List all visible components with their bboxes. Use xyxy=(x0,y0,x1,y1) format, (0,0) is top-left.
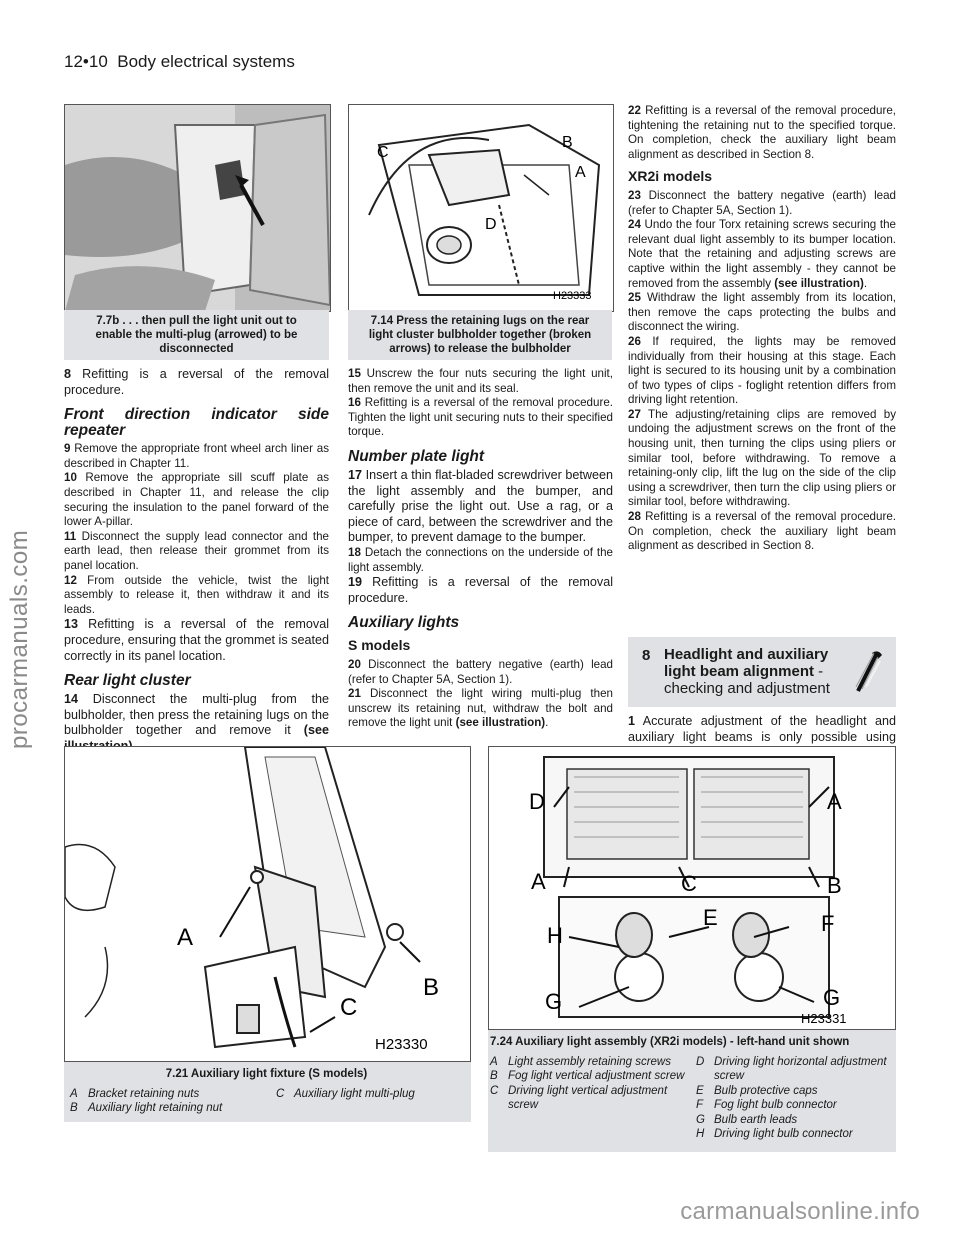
figure-7-24-label-b: B xyxy=(827,873,842,898)
legend-item: E Bulb protective caps xyxy=(696,1084,818,1097)
figure-7-24-label-e: E xyxy=(703,905,718,930)
para-14: 14 Disconnect the multi-plug from the bulbholder, then press the retaining lugs on the bulbholder together and remove it (see xyxy=(64,692,329,738)
para-8: 8 Refitting is a reversal of the removal procedure. xyxy=(64,367,329,397)
legend-item: A Light assembly retaining screws xyxy=(490,1056,671,1068)
chapter-title: Body electrical systems xyxy=(117,52,295,71)
section-8-heading-box xyxy=(628,637,896,707)
figure-7-24-label-f: F xyxy=(821,911,835,936)
difficulty-wrench-icon xyxy=(852,647,884,697)
figure-7-24-label-h: H xyxy=(547,923,563,948)
legend-item: G Bulb earth leads xyxy=(696,1113,798,1126)
side-watermark: procarmanuals.com xyxy=(6,529,33,749)
section-title: Headlight and auxiliary light beam alignment - checking and adjustment xyxy=(664,646,830,697)
figure-7-24-label-g-right: G xyxy=(823,985,841,1010)
para-17: 17 Insert a thin flat-bladed screwdriver between the light assembly and the bumper, and carefully prise the light out. Use a rag, or a piece of card, between the screwdriver and the bumper, to prevent damage to the bumper. xyxy=(348,467,613,545)
legend-item: B Fog light vertical adjustment screw xyxy=(490,1070,685,1083)
figure-7-14-illustration xyxy=(349,105,613,311)
heading-number-plate: Number plate light xyxy=(348,447,485,465)
legend-item: A Bracket retaining nuts xyxy=(70,1088,200,1100)
column-3 xyxy=(628,104,896,554)
para-11: 11 Disconnect the supply lead connector and the earth lead, then release their grommet from its panel location. xyxy=(64,529,329,572)
figure-7-14-label-d: D xyxy=(485,216,497,233)
figure-7-7b-caption-box xyxy=(64,310,329,360)
figure-7-14-label-c: C xyxy=(377,144,389,161)
figure-7-21-label-c: C xyxy=(340,994,358,1021)
figure-7-21-label-a: A xyxy=(177,924,194,951)
para-22: 22 Refitting is a reversal of the removal procedure, tightening the retaining nut to the specified torque. On completion, check the auxiliary light beam alignment as described in Section 8. xyxy=(628,104,896,161)
legend-item: F Fog light bulb connector xyxy=(696,1099,837,1112)
para-27: 27 The adjusting/retaining clips are removed by undoing the adjustment screws on the front of the housing unit, then turning the clips using pliers or similar tool, before withdrawing. To remove a retaining-only clip, lift the lug on the side of the clip using a screwdriver, then turn the clip using pliers or similar tool, before withdrawing. xyxy=(628,407,896,509)
bottom-watermark: carmanualsonline.info xyxy=(680,1198,920,1225)
section-number: 8 xyxy=(642,647,651,664)
figure-7-21-legend-right xyxy=(276,1087,466,1101)
figure-7-21-box xyxy=(64,746,471,1122)
figure-7-14-caption: 7.14 Press the retaining lugs on the rear light cluster bulbholder together (broken arrows) to release the bulbholder xyxy=(368,315,592,355)
figure-7-21-ref: H23330 xyxy=(375,1036,428,1053)
legend-item: B Auxiliary light retaining nut xyxy=(70,1102,223,1115)
para-12: 12 From outside the vehicle, twist the light assembly to release it, then withdraw it and its leads. xyxy=(64,573,329,616)
legend-item: C Driving light vertical adjustment screw xyxy=(490,1084,668,1112)
para-18: 18 Detach the connections on the underside of the light assembly. xyxy=(348,545,613,574)
para-13: 13 Refitting is a reversal of the removal procedure, ensuring that the grommet is seated correctly in its panel location. xyxy=(64,617,329,663)
figure-7-24-label-a-left: A xyxy=(531,869,546,894)
heading-auxiliary: Auxiliary lights xyxy=(348,614,460,632)
figure-7-7b-photo xyxy=(64,104,331,312)
figure-7-21-legend-left xyxy=(70,1087,270,1116)
figure-7-24-box xyxy=(488,746,896,1152)
para-19: 19 Refitting is a reversal of the removal procedure. xyxy=(348,575,613,605)
figure-7-14-ref: H23333 xyxy=(553,290,592,302)
para-15: 15 Unscrew the four nuts securing the light unit, then remove the unit and its seal. xyxy=(348,367,613,395)
figure-7-24-caption: 7.24 Auxiliary light assembly (XR2i models) - left-hand unit shown xyxy=(490,1036,850,1048)
para-23: 23 Disconnect the battery negative (earth) lead (refer to Chapter 5A, Section 1). xyxy=(628,188,896,217)
para-28: 28 Refitting is a reversal of the removal procedure. On completion, check the auxiliary light beam alignment as described in Section 8. xyxy=(628,510,896,553)
para-16: 16 Refitting is a reversal of the removal procedure. Tighten the light unit securing nuts to their specified torque. xyxy=(348,396,613,439)
figure-7-24-illustration xyxy=(489,747,895,1029)
figure-7-24-ref: H23331 xyxy=(801,1011,847,1026)
heading-xr2i-models: XR2i models xyxy=(628,168,713,185)
figure-7-21-illustration xyxy=(65,747,470,1061)
figure-7-24-legend-right xyxy=(696,1055,894,1141)
legend-item: D Driving light horizontal adjustment screw xyxy=(696,1056,887,1083)
figure-7-14-caption-box xyxy=(348,310,612,360)
figure-7-24-drawing xyxy=(488,746,896,1030)
para-24: 24 Undo the four Torx retaining screws securing the relevant dual light assembly to its bumper location. Note that the retaining and adjusting screws are captive within the light assembly - they cannot be removed from the assembly (see illustration). xyxy=(628,218,896,290)
legend-item: C Auxiliary light multi-plug xyxy=(276,1088,415,1100)
column-2 xyxy=(348,367,613,731)
figure-7-14-label-b: B xyxy=(562,134,573,151)
figure-7-21-caption: 7.21 Auxiliary light fixture (S models) xyxy=(165,1068,368,1080)
para-21: 21 Disconnect the light wiring multi-plug then unscrew its retaining nut, withdraw the bolt and remove the light unit (see illustration). xyxy=(348,687,613,730)
legend-item: H Driving light bulb connector xyxy=(696,1128,853,1141)
figure-7-24-label-d: D xyxy=(529,789,545,814)
heading-rear-light: Rear light cluster xyxy=(64,672,191,690)
figure-7-14-drawing xyxy=(348,104,614,312)
para-26: 26 If required, the lights may be removed individually from their housing at this stage. Each light is secured to its housing unit by a combination of two types of clips - foglight retention differs from driving light retention. xyxy=(628,334,896,407)
para-9: 9 Remove the appropriate front wheel arch liner as described in Chapter 11. xyxy=(64,442,329,470)
figure-7-24-legend-left xyxy=(490,1055,690,1113)
para-20: 20 Disconnect the battery negative (earth) lead (refer to Chapter 5A, Section 1). xyxy=(348,657,613,686)
figure-7-24-label-g-left: G xyxy=(545,989,563,1014)
figure-7-24-label-a-right: A xyxy=(827,789,842,814)
figure-7-21-drawing xyxy=(64,746,471,1062)
para-10: 10 Remove the appropriate sill scuff plate as described in Chapter 11, and release the clip securing the insulation to the panel forward of the lower A-pillar. xyxy=(64,471,330,529)
para-1: 1 Accurate adjustment of the headlight and auxiliary light beams is only possible using xyxy=(628,714,896,744)
figure-7-7b-caption: 7.7b . . . then pull the light unit out to enable the multi-plug (arrowed) to be disconnected xyxy=(95,315,298,355)
heading-front-indicator: Front direction indicator side repeater xyxy=(64,406,329,440)
figure-7-14-label-a: A xyxy=(575,164,586,181)
para-25: 25 Withdraw the light assembly from its location, then remove the caps protecting the bulbs and disconnect the wiring. xyxy=(628,291,896,334)
figure-7-7b-illustration xyxy=(65,105,330,311)
heading-s-models: S models xyxy=(348,637,411,654)
figure-7-24-label-c: C xyxy=(681,871,697,896)
figure-7-21-label-b: B xyxy=(423,974,440,1001)
page-header xyxy=(64,52,295,72)
page-number: 12•10 xyxy=(64,52,108,71)
column-1 xyxy=(64,367,329,754)
